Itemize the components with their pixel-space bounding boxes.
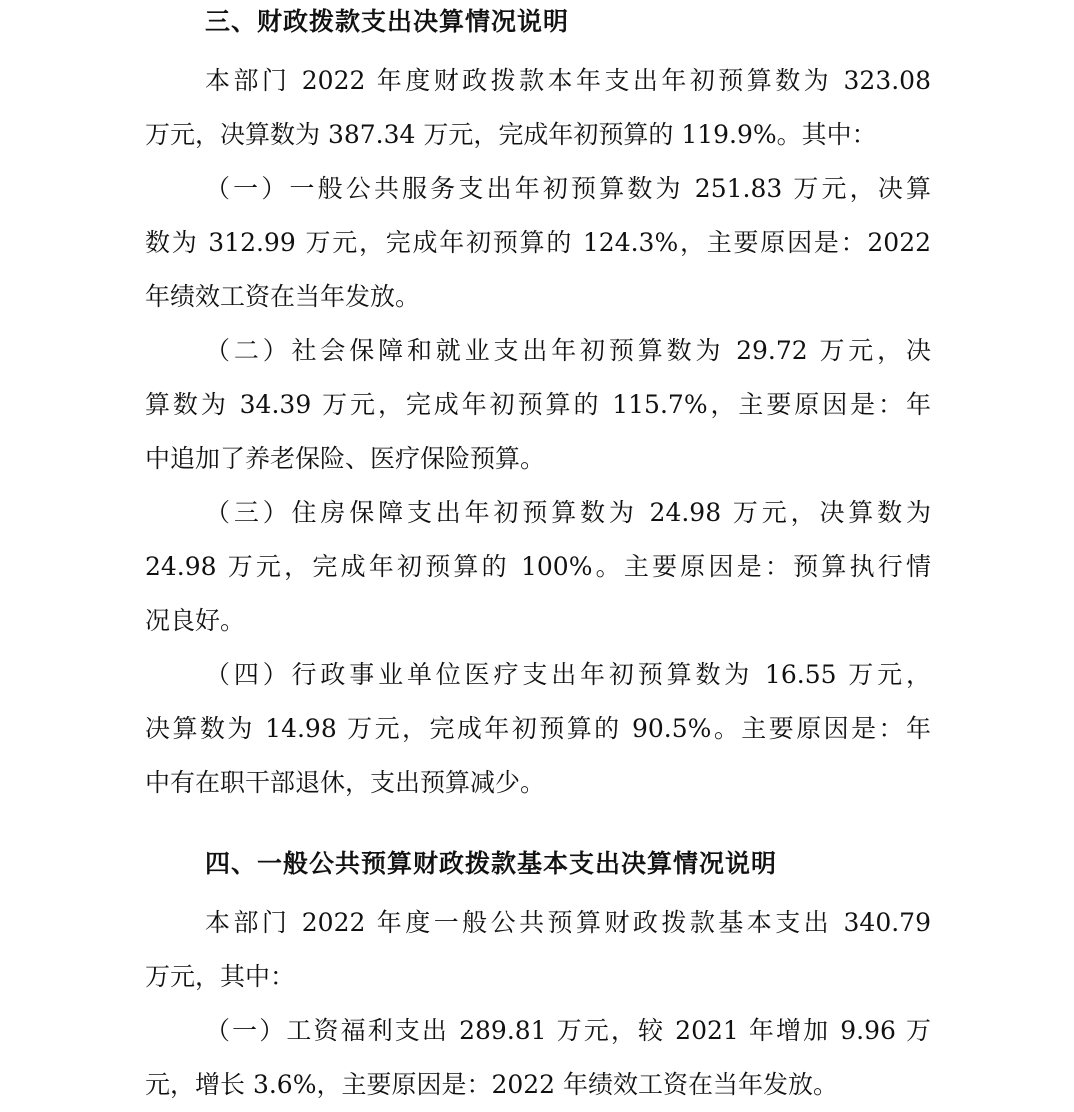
section-heading: 四、一般公共预算财政拨款基本支出决算情况说明 (205, 849, 778, 878)
paragraph (145, 162, 931, 324)
text-line: 本部门 2022 年度一般公共预算财政拨款基本支出 340.79 (205, 908, 931, 937)
text-line: 况良好。 (145, 606, 246, 635)
text-line: 年绩效工资在当年发放。 (145, 282, 421, 311)
section-heading: 三、财政拨款支出决算情况说明 (205, 7, 570, 36)
paragraph (145, 648, 931, 810)
paragraph (145, 896, 931, 1004)
text-line: （一）工资福利支出 289.81 万元，较 2021 年增加 9.96 万 (205, 1016, 931, 1045)
text-line: 中有在职干部退休，支出预算减少。 (145, 768, 546, 797)
paragraph (145, 1004, 931, 1112)
text-line: （三）住房保障支出年初预算数为 24.98 万元，决算数为 (205, 498, 931, 527)
text-line: 算数为 34.39 万元，完成年初预算的 115.7%，主要原因是：年 (145, 390, 931, 419)
text-line: （四）行政事业单位医疗支出年初预算数为 16.55 万元， (205, 660, 931, 689)
paragraph (145, 54, 931, 162)
paragraph (145, 486, 931, 648)
text-line: 本部门 2022 年度财政拨款本年支出年初预算数为 323.08 (205, 66, 931, 95)
paragraph (145, 324, 931, 486)
text-line: 万元，决算数为 387.34 万元，完成年初预算的 119.9%。其中： (145, 120, 877, 149)
text-line: 元，增长 3.6%，主要原因是：2022 年绩效工资在当年发放。 (145, 1070, 839, 1099)
section-gap (145, 810, 931, 842)
text-line: 决算数为 14.98 万元，完成年初预算的 90.5%。主要原因是：年 (145, 714, 931, 743)
text-line: （二）社会保障和就业支出年初预算数为 29.72 万元，决 (205, 336, 931, 365)
text-line: （一）一般公共服务支出年初预算数为 251.83 万元，决算 (205, 174, 931, 203)
text-line: 中追加了养老保险、医疗保险预算。 (145, 444, 546, 473)
text-line: 万元，其中： (145, 962, 296, 991)
text-line: 数为 312.99 万元，完成年初预算的 124.3%，主要原因是：2022 (145, 228, 931, 257)
text-line: 24.98 万元，完成年初预算的 100%。主要原因是：预算执行情 (145, 552, 931, 581)
document-page (145, 0, 931, 1112)
